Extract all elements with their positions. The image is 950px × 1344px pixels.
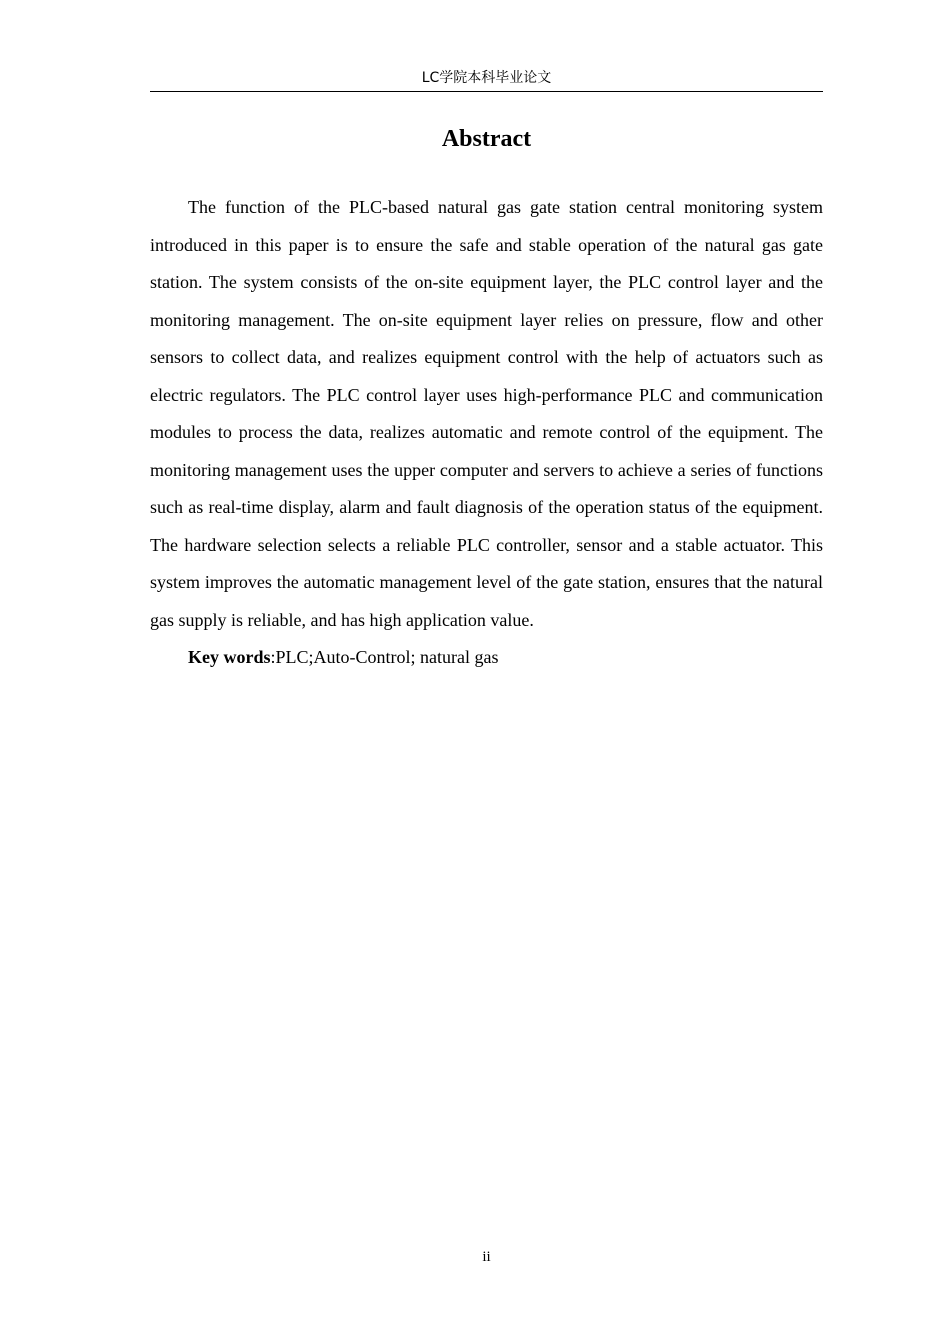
abstract-title: Abstract — [441, 126, 532, 152]
abstract-paragraph: The function of the PLC-based natural gas gate station central monitoring system introduced in this paper is to ensure the safe and stable operation of the natural gas gate station. The system consists of the on-site equipment layer, the PLC control layer and the monitoring management. The on-site equipment layer relies on pressure, flow and other sensors to collect data, and realizes equipment control with the help of actuators such as electric regulators. The PLC control layer uses high-performance PLC and communication modules to process the data, realizes automatic and remote control of the equipment. The monitoring management uses the upper computer and servers to achieve a series of functions such as real-time display, alarm and fault diagnosis of the operation status of the equipment. The hardware selection selects a reliable PLC controller, sensor and a stable actuator. This system improves the automatic management level of the gate station, ensures that the natural gas supply is reliable, and has high application value. — [150, 197, 823, 630]
keywords-values: :PLC;Auto-Control; natural gas — [270, 647, 499, 667]
abstract-body — [150, 189, 823, 677]
page-number: ii — [482, 1249, 491, 1265]
keywords-label: Key words — [188, 647, 271, 667]
header-rule — [150, 91, 823, 92]
keywords-line — [150, 639, 823, 677]
running-header: LC学院本科毕业论文 — [421, 70, 552, 86]
